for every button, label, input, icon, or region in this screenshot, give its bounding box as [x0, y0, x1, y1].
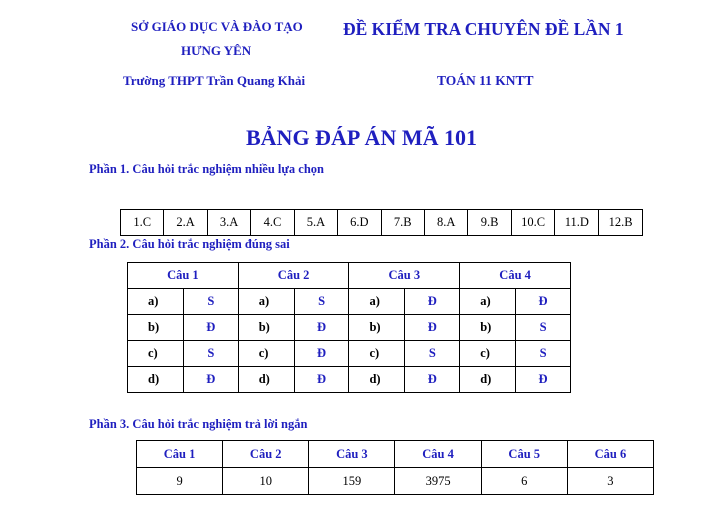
department-line1: SỞ GIÁO DỤC VÀ ĐÀO TẠO [131, 19, 303, 34]
part2-row [128, 341, 571, 367]
part2-answer: Đ [294, 315, 349, 341]
part2-answer: S [183, 341, 238, 367]
part3-question-header: Câu 4 [395, 441, 481, 468]
page-title: BẢNG ĐÁP ÁN MÃ 101 [246, 125, 477, 150]
part2-row-label: d) [128, 367, 184, 393]
part1-cell: 2.A [164, 210, 207, 236]
part2-row-label: a) [128, 289, 184, 315]
part2-answer: S [183, 289, 238, 315]
part2-row [128, 367, 571, 393]
department-line2: HƯNG YÊN [181, 43, 252, 58]
part3-question-header: Câu 6 [567, 441, 653, 468]
part2-row-label: c) [238, 341, 294, 367]
part1-row [121, 210, 643, 236]
part2-row-label: b) [460, 315, 516, 341]
part2-row-label: a) [349, 289, 405, 315]
part3-answer: 10 [223, 468, 309, 495]
part2-row-label: a) [238, 289, 294, 315]
part3-answer: 3975 [395, 468, 481, 495]
part1-answer-table [120, 209, 643, 236]
part2-row-label: c) [460, 341, 516, 367]
part2-answer: S [405, 341, 460, 367]
part2-answer: Đ [183, 367, 238, 393]
part2-question-header: Câu 1 [128, 263, 239, 289]
part3-question-header: Câu 5 [481, 441, 567, 468]
part2-row-label: a) [460, 289, 516, 315]
part2-answer: Đ [516, 289, 571, 315]
part2-row [128, 315, 571, 341]
part2-answer: S [516, 341, 571, 367]
part2-heading: Phần 2. Câu hỏi trắc nghiệm đúng sai [89, 237, 290, 251]
part2-row-label: c) [349, 341, 405, 367]
part2-row-label: b) [238, 315, 294, 341]
part3-answer: 159 [309, 468, 395, 495]
part3-heading: Phần 3. Câu hỏi trắc nghiệm trả lời ngắn [89, 417, 308, 431]
part2-answer-table [127, 262, 571, 393]
part3-answer: 3 [567, 468, 653, 495]
part2-row-label: b) [128, 315, 184, 341]
part3-question-header: Câu 2 [223, 441, 309, 468]
part2-answer: Đ [516, 367, 571, 393]
part2-row-label: d) [460, 367, 516, 393]
part3-answer: 6 [481, 468, 567, 495]
part1-cell: 1.C [121, 210, 164, 236]
part1-cell: 10.C [511, 210, 555, 236]
part3-answer-table [136, 440, 654, 495]
part2-answer: Đ [183, 315, 238, 341]
part1-cell: 11.D [555, 210, 599, 236]
part2-row [128, 289, 571, 315]
school-name: Trường THPT Trần Quang Khải [123, 73, 306, 88]
part2-answer: S [294, 289, 349, 315]
subject-label: TOÁN 11 KNTT [437, 73, 534, 88]
part2-question-header: Câu 4 [460, 263, 571, 289]
part2-answer: Đ [294, 367, 349, 393]
exam-title: ĐỀ KIỂM TRA CHUYÊN ĐỀ LẦN 1 [343, 19, 624, 39]
part2-row-label: d) [349, 367, 405, 393]
part2-question-header: Câu 2 [238, 263, 349, 289]
part2-row-label: d) [238, 367, 294, 393]
part3-answer-row [137, 468, 654, 495]
part2-question-header: Câu 3 [349, 263, 460, 289]
part1-heading: Phần 1. Câu hỏi trắc nghiệm nhiều lựa chọn [89, 162, 324, 176]
part1-cell: 5.A [294, 210, 337, 236]
part1-cell: 6.D [338, 210, 381, 236]
part2-answer: Đ [405, 315, 460, 341]
part2-row-label: c) [128, 341, 184, 367]
part3-question-header: Câu 1 [137, 441, 223, 468]
part2-row-label: b) [349, 315, 405, 341]
part1-cell: 12.B [599, 210, 643, 236]
part1-cell: 3.A [207, 210, 250, 236]
part2-answer: S [516, 315, 571, 341]
part3-question-header: Câu 3 [309, 441, 395, 468]
part2-header-row [128, 263, 571, 289]
part2-answer: Đ [294, 341, 349, 367]
part3-header-row [137, 441, 654, 468]
part1-cell: 8.A [424, 210, 467, 236]
part1-cell: 4.C [251, 210, 294, 236]
part2-answer: Đ [405, 367, 460, 393]
part2-answer: Đ [405, 289, 460, 315]
part3-answer: 9 [137, 468, 223, 495]
part1-cell: 7.B [381, 210, 424, 236]
part1-cell: 9.B [468, 210, 511, 236]
